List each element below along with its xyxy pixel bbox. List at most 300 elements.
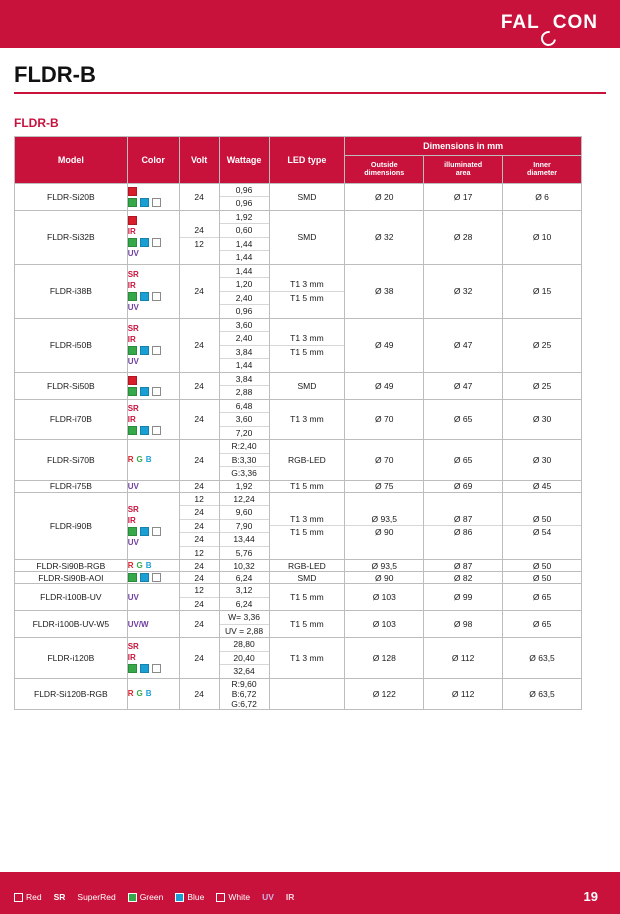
page-title: FLDR-B [14,62,96,87]
outside-dimension-cell: Ø 32 [345,210,424,264]
led-type-cell: T1 5 mm [269,480,345,492]
th-color: Color [127,137,179,184]
color-swatch-row [128,334,179,345]
volt-cell-line: 24 [194,598,204,609]
illuminated-area-cell: Ø 65 [424,399,503,440]
color-swatch-row [128,515,179,526]
wattage-cell [219,318,269,372]
outside-dimension-cell: Ø 93,5 [345,560,424,572]
white-swatch-icon [216,893,225,902]
wattage-cell-line: 3,84 [220,373,269,387]
table-row [15,183,582,210]
wattage-cell [219,638,269,679]
wattage-cell-line: W= 3,36 [220,611,269,625]
color-swatch-row [128,186,179,197]
red-swatch-icon [128,216,137,225]
green-swatch-icon [128,893,137,902]
color-cell [127,318,179,372]
led-type-cell-line: T1 3 mm [270,278,345,292]
th-inner-line2: diameter [527,168,558,178]
outside-dimension-cell-line: Ø 93,5 [345,513,423,527]
volt-cell: 24 [179,399,219,440]
color-label: IR [127,515,136,525]
green-swatch-icon [128,292,137,301]
page-number: 19 [583,889,598,904]
legend-item [54,892,66,902]
white-swatch-icon [152,573,161,582]
color-swatch-row [128,414,179,425]
color-label: UV [127,592,139,602]
inner-diameter-cell-line: Ø 50 [503,513,581,527]
led-type-cell [269,264,345,318]
inner-diameter-cell [503,492,582,560]
led-type-cell [269,318,345,372]
volt-cell [179,210,219,264]
illuminated-area-cell-line: Ø 86 [453,527,473,538]
table-row [15,678,582,709]
color-label: UV/W [127,619,149,629]
model-cell: FLDR-Si20B [15,183,128,210]
blue-swatch-icon [140,527,149,536]
table-row [15,584,582,611]
volt-cell [179,584,219,611]
color-swatch-row [128,345,179,356]
illuminated-area-cell: Ø 87 [424,560,503,572]
table-row [15,492,582,560]
led-type-cell: T1 3 mm [269,399,345,440]
color-label: SR [127,403,139,413]
color-swatch-row [128,226,179,237]
inner-diameter-cell: Ø 50 [503,560,582,572]
led-type-cell-line: T1 3 mm [270,332,345,346]
color-label: G [136,689,143,699]
volt-cell: 24 [179,678,219,709]
color-swatch-row [128,572,179,583]
led-type-cell: RGB-LED [269,560,345,572]
illuminated-area-cell [424,492,503,560]
color-cell [127,399,179,440]
th-illuminated-line1: illuminated [444,160,483,169]
led-type-cell: SMD [269,210,345,264]
wattage-cell-line: 0,96 [235,306,253,317]
table-body [15,183,582,709]
model-cell: FLDR-i75B [15,480,128,492]
blue-swatch-icon [140,426,149,435]
illuminated-area-cell: Ø 17 [424,183,503,210]
illuminated-area-cell: Ø 65 [424,440,503,481]
wattage-cell-line: UV = 2,88 [225,625,264,636]
blue-swatch-icon [140,387,149,396]
color-cell [127,584,179,611]
inner-diameter-cell: Ø 25 [503,372,582,399]
white-swatch-icon [152,346,161,355]
th-outside-line1: Outside [370,160,398,169]
legend-item [77,892,115,902]
outside-dimension-cell: Ø 49 [345,318,424,372]
color-label: UV [127,481,139,491]
wattage-cell-line: 7,90 [220,520,269,534]
wattage-cell [219,372,269,399]
legend-item [175,892,204,902]
color-label: IR [127,281,136,291]
illuminated-area-cell: Ø 69 [424,480,503,492]
outside-dimension-cell: Ø 90 [345,572,424,584]
color-swatch-row [128,375,179,386]
inner-diameter-cell: Ø 6 [503,183,582,210]
legend-item [262,892,274,902]
white-swatch-icon [152,664,161,673]
volt-cell-line: 12 [180,493,219,507]
color-label: UV [127,249,139,259]
color-cell [127,210,179,264]
color-swatch-row [128,481,179,492]
table-row [15,372,582,399]
color-label: R [127,689,134,699]
color-swatch-row [128,619,179,630]
table-row [15,611,582,638]
table-row [15,264,582,318]
color-swatch-row [128,237,179,248]
model-cell: FLDR-i70B [15,399,128,440]
color-swatch-row [128,215,179,226]
legend-item [128,892,164,902]
wattage-cell [219,440,269,481]
green-swatch-icon [128,664,137,673]
th-inner-line1: Inner [533,160,551,169]
color-swatch-row [128,197,179,208]
th-illuminated-line2: area [455,168,471,178]
model-cell: FLDR-i120B [15,638,128,679]
color-swatch-row [128,641,179,652]
color-label: IR [127,335,136,345]
wattage-cell-line: 1,44 [220,238,269,252]
color-label: R [127,455,134,465]
legend-label: Green [139,892,164,902]
volt-cell: 24 [179,611,219,638]
green-swatch-icon [128,527,137,536]
table-row [15,440,582,481]
wattage-cell [219,399,269,440]
color-swatch-row [128,425,179,436]
wattage-cell-line: G:3,36 [231,468,257,479]
volt-cell-line: 24 [180,224,219,238]
wattage-cell [219,611,269,638]
green-swatch-icon [128,346,137,355]
led-type-cell: T1 5 mm [269,611,345,638]
blue-swatch-icon [140,346,149,355]
table-header [15,137,582,184]
volt-cell-line: 12 [180,584,219,598]
green-swatch-icon [128,198,137,207]
wattage-cell-line: 5,76 [235,547,253,558]
color-cell [127,264,179,318]
blue-swatch-icon [175,893,184,902]
volt-cell [179,492,219,560]
color-label: UV [127,303,139,313]
inner-diameter-cell: Ø 25 [503,318,582,372]
volt-cell: 24 [179,440,219,481]
model-cell: FLDR-i100B-UV [15,584,128,611]
color-cell [127,492,179,560]
color-cell [127,440,179,481]
wattage-cell-line: 1,44 [235,360,253,371]
model-cell: FLDR-Si50B [15,372,128,399]
outside-dimension-cell: Ø 49 [345,372,424,399]
color-swatch-row [128,356,179,367]
th-inner-diameter [503,156,582,184]
volt-cell-line: 12 [194,547,204,558]
color-swatch-row [128,663,179,674]
inner-diameter-cell: Ø 50 [503,572,582,584]
color-label: SR [127,642,139,652]
color-label: SR [127,324,139,334]
model-cell: FLDR-Si120B-RGB [15,678,128,709]
legend-item [286,892,295,902]
wattage-cell-line: 20,40 [220,652,269,666]
led-type-cell-line: T1 5 mm [290,346,324,357]
wattage-cell-line: 32,64 [233,666,255,677]
volt-cell: 24 [179,480,219,492]
wattage-cell-line: 0,96 [220,184,269,198]
section-title: FLDR-B [14,116,59,130]
inner-diameter-cell: Ø 10 [503,210,582,264]
legend-item [216,892,250,902]
volt-cell: 24 [179,183,219,210]
red-swatch-icon [128,187,137,196]
led-type-cell [269,492,345,560]
led-type-cell: T1 3 mm [269,638,345,679]
spec-table [14,136,582,710]
wattage-cell [219,492,269,560]
color-label: G [136,561,143,571]
wattage-cell-line: 12,24 [220,493,269,507]
white-swatch-icon [152,527,161,536]
illuminated-area-cell: Ø 47 [424,318,503,372]
wattage-cell-line: 6,48 [220,400,269,414]
model-cell: FLDR-Si90B-AOI [15,572,128,584]
color-swatch-row [128,323,179,334]
outside-dimension-cell: Ø 70 [345,399,424,440]
led-type-cell: SMD [269,183,345,210]
wattage-cell-line: 13,44 [220,533,269,547]
outside-dimension-cell: Ø 70 [345,440,424,481]
color-cell [127,611,179,638]
blue-swatch-icon [140,292,149,301]
outside-dimension-cell: Ø 103 [345,584,424,611]
legend-label: IR [285,892,295,902]
color-label: B [145,455,152,465]
color-label: R [127,561,134,571]
wattage-cell [219,264,269,318]
illuminated-area-cell: Ø 82 [424,572,503,584]
color-label: IR [127,227,136,237]
illuminated-area-cell: Ø 28 [424,210,503,264]
volt-cell: 24 [179,560,219,572]
illuminated-area-cell: Ø 112 [424,678,503,709]
legend-label: Blue [187,892,205,902]
wattage-cell-line: 3,84 [220,346,269,360]
wattage-cell-line: 1,20 [220,278,269,292]
brand-prefix: FAL [500,12,540,33]
color-swatch-row [128,537,179,548]
outside-dimension-cell [345,492,424,560]
color-swatch-row [128,454,179,465]
volt-cell-line: 24 [180,533,219,547]
led-type-cell-line: T1 3 mm [270,513,345,527]
wattage-cell-line: 1,44 [235,252,253,263]
green-swatch-icon [128,573,137,582]
th-wattage: Wattage [219,137,269,184]
led-type-cell-line: T1 5 mm [290,527,324,538]
color-swatch-row [128,403,179,414]
color-label: B [145,561,152,571]
outside-dimension-cell: Ø 103 [345,611,424,638]
white-swatch-icon [14,893,23,902]
legend-item [14,892,42,902]
green-swatch-icon [128,238,137,247]
blue-swatch-icon [140,198,149,207]
th-model: Model [15,137,128,184]
th-outside-dimensions [345,156,424,184]
led-type-cell: SMD [269,572,345,584]
wattage-cell-line: R:2,40 [220,440,269,454]
inner-diameter-cell: Ø 65 [503,611,582,638]
inner-diameter-cell: Ø 30 [503,440,582,481]
wattage-cell [219,183,269,210]
table-row [15,210,582,264]
volt-cell: 24 [179,318,219,372]
color-label: SR [127,270,139,280]
white-swatch-icon [152,198,161,207]
spec-table-wrapper [14,136,582,710]
color-swatch-row [128,248,179,259]
color-cell [127,372,179,399]
wattage-cell-line: B:3,30 [220,454,269,468]
white-swatch-icon [152,426,161,435]
wattage-cell-line: 6,24 [235,598,253,609]
wattage-cell-line: 0,60 [220,224,269,238]
th-dimensions-group: Dimensions in mm [345,137,582,156]
wattage-cell-line: 3,12 [220,584,269,598]
color-swatch-row [128,269,179,280]
table-row [15,560,582,572]
outside-dimension-cell: Ø 20 [345,183,424,210]
wattage-cell-line: 2,88 [235,387,253,398]
illuminated-area-cell: Ø 47 [424,372,503,399]
led-type-cell: T1 5 mm [269,584,345,611]
wattage-cell [219,210,269,264]
table-row [15,318,582,372]
illuminated-area-cell: Ø 99 [424,584,503,611]
model-cell: FLDR-i38B [15,264,128,318]
color-swatch-row [128,592,179,603]
color-swatch-row [128,504,179,515]
model-cell: FLDR-i50B [15,318,128,372]
legend-label: SuperRed [77,892,116,902]
color-swatch-row [128,386,179,397]
color-swatch-row [128,291,179,302]
inner-diameter-cell: Ø 15 [503,264,582,318]
illuminated-area-cell-line: Ø 87 [424,513,502,527]
wattage-cell [219,584,269,611]
white-swatch-icon [152,238,161,247]
model-cell: FLDR-Si90B-RGB [15,560,128,572]
color-cell [127,678,179,709]
inner-diameter-cell-line: Ø 54 [532,527,552,538]
color-cell [127,572,179,584]
color-cell [127,638,179,679]
outside-dimension-cell: Ø 122 [345,678,424,709]
volt-cell-line: 24 [180,520,219,534]
color-swatch-row [128,652,179,663]
led-type-cell: SMD [269,372,345,399]
table-header-row-1 [15,137,582,156]
wattage-cell-line: 1,44 [220,265,269,279]
legend-label: SR [53,892,66,902]
illuminated-area-cell: Ø 32 [424,264,503,318]
inner-diameter-cell: Ø 63,5 [503,678,582,709]
wattage-cell-line: 7,20 [235,427,253,438]
volt-cell: 24 [179,372,219,399]
color-cell [127,480,179,492]
blue-swatch-icon [140,573,149,582]
th-led-type: LED type [269,137,345,184]
th-outside-line2: dimensions [364,168,405,178]
color-legend [14,892,301,902]
blue-swatch-icon [140,664,149,673]
color-label: B [145,689,152,699]
color-label: SR [127,504,139,514]
color-cell [127,560,179,572]
color-swatch-row [128,280,179,291]
legend-label: White [228,892,251,902]
illuminated-area-cell: Ø 112 [424,638,503,679]
green-swatch-icon [128,426,137,435]
wattage-cell-line: 0,96 [235,198,253,209]
red-swatch-icon [128,376,137,385]
footer-bar [0,872,620,914]
legend-label: UV [262,892,274,902]
color-swatch-row [128,688,179,699]
led-type-cell-line: T1 5 mm [290,292,324,303]
table-row [15,399,582,440]
wattage-cell: 1,92 [219,480,269,492]
led-type-cell: RGB-LED [269,440,345,481]
th-volt: Volt [179,137,219,184]
color-label: IR [127,414,136,424]
volt-cell-line: 24 [180,506,219,520]
white-swatch-icon [152,292,161,301]
outside-dimension-cell-line: Ø 90 [375,527,394,538]
legend-label: Red [26,892,42,902]
outside-dimension-cell: Ø 128 [345,638,424,679]
falcon-logo [501,12,598,34]
header-bar [0,0,620,48]
wattage-cell-line: 3,60 [220,413,269,427]
inner-diameter-cell: Ø 45 [503,480,582,492]
title-divider [14,92,606,94]
green-swatch-icon [128,387,137,396]
color-swatch-row [128,302,179,313]
volt-cell: 24 [179,572,219,584]
color-cell [127,183,179,210]
th-illuminated-area [424,156,503,184]
color-label: UV [127,537,139,547]
model-cell: FLDR-Si70B [15,440,128,481]
led-type-cell [269,678,345,709]
table-row [15,638,582,679]
color-swatch-row [128,526,179,537]
